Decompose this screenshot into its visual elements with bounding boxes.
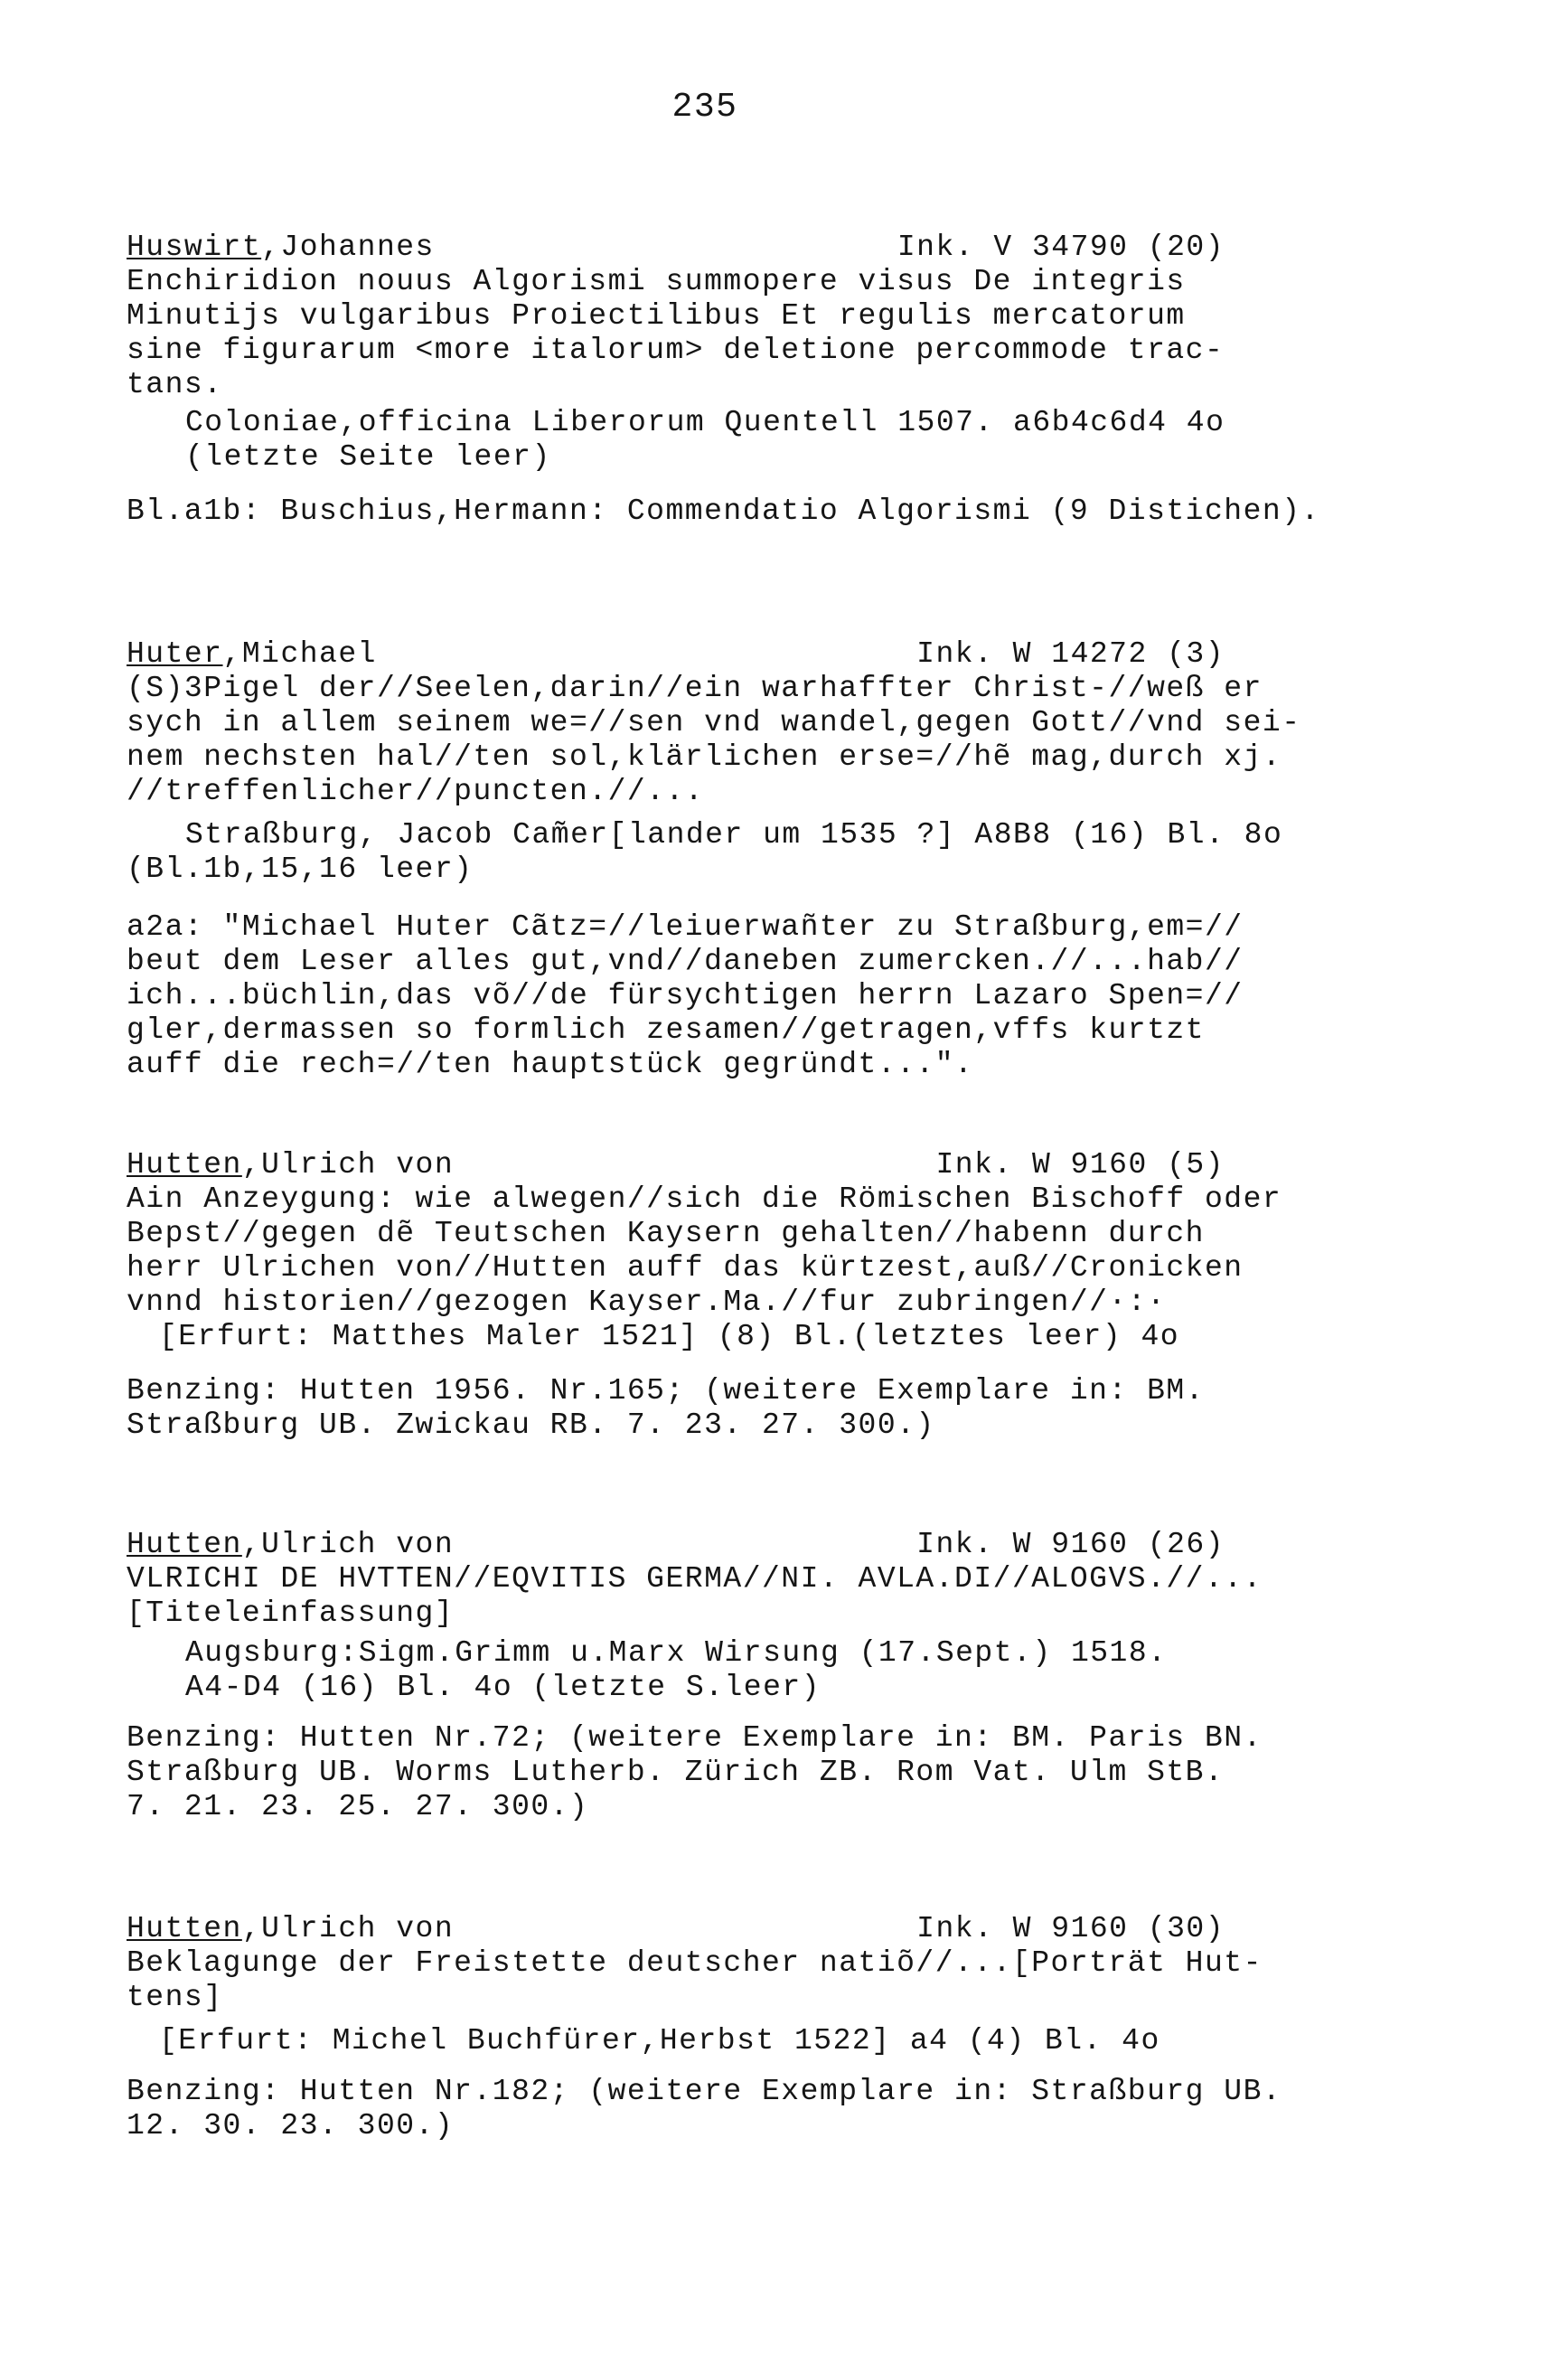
title-line: sych in allem seinem we=//sen vnd wandel,gegen Gott//vnd sei-	[127, 706, 1301, 739]
benzing-line: Straßburg UB. Zwickau RB. 7. 23. 27. 300.)	[127, 1408, 935, 1442]
author-name: Hutten	[127, 1912, 242, 1945]
content-note: Bl.a1b: Buschius,Hermann: Commendatio Algorismi (9 Distichen).	[127, 494, 1320, 528]
author-forename: ,Ulrich von	[241, 1148, 455, 1182]
quote-line: auff die rech=//ten hauptstück gegründt...".	[127, 1048, 974, 1081]
author-forename: ,Michael	[222, 637, 377, 671]
entry-heading	[127, 231, 1225, 265]
author-forename: ,Ulrich von	[241, 1528, 455, 1561]
collation-note: (Bl.1b,15,16 leer)	[127, 852, 474, 886]
quote-line: gler,dermassen so formlich zesamen//getragen,vffs kurtzt	[127, 1013, 1205, 1047]
imprint-line: [Erfurt: Matthes Maler 1521] (8) Bl.(letztes leer) 4o	[159, 1320, 1180, 1353]
title-line: Minutijs vulgaribus Proiectilibus Et regulis mercatorum	[127, 299, 1186, 333]
quote-line: ich...büchlin,das võ//de fürsychtigen herrn Lazaro Spen=//	[127, 979, 1244, 1012]
imprint-line: Straßburg, Jacob Cam̃er[lander um 1535 ?] A8B8 (16) Bl. 8o	[185, 818, 1283, 852]
quote-line: beut dem Leser alles gut,vnd//daneben zumercken.//...hab//	[127, 945, 1244, 978]
title-line: tans.	[127, 368, 223, 401]
catalog-entry	[127, 231, 1329, 529]
catalog-entry	[127, 1148, 1329, 1443]
collation-note: (letzte Seite leer)	[185, 440, 551, 474]
title-line: Beklagunge der Freistette deutscher natiõ//...[Porträt Hut-	[127, 1946, 1263, 1980]
title-line: nem nechsten hal//ten sol,klärlichen erse=//hẽ mag,durch xj.	[127, 740, 1282, 774]
entry-heading	[127, 1148, 1225, 1182]
title-line: [Titeleinfassung]	[127, 1596, 455, 1630]
title-line: Bepst//gegen dẽ Teutschen Kaysern gehalten//habenn durch	[127, 1217, 1205, 1250]
entry-heading	[127, 1912, 1225, 1946]
title-line: Enchiridion nouus Algorismi summopere visus De integris	[127, 265, 1186, 298]
shelfmark: Ink. V 34790 (20)	[897, 231, 1225, 264]
benzing-line: Benzing: Hutten Nr.182; (weitere Exemplare in: Straßburg UB.	[127, 2075, 1282, 2108]
collation-line: A4-D4 (16) Bl. 4o (letzte S.leer)	[185, 1671, 822, 1704]
title-line: sine figurarum <more italorum> deletione percommode trac-	[127, 334, 1225, 367]
entry-heading	[127, 637, 1225, 672]
imprint-line: [Erfurt: Michel Buchfürer,Herbst 1522] a4 (4) Bl. 4o	[159, 2024, 1160, 2058]
entry-heading	[127, 1528, 1225, 1562]
catalog-entry	[127, 1528, 1329, 1824]
title-line: (S)3Pigel der//Seelen,darin//ein warhaffter Christ-//weß er	[127, 672, 1263, 705]
author-name: Hutten	[127, 1528, 242, 1561]
catalog-entry	[127, 1912, 1329, 2143]
catalog-entry	[127, 637, 1329, 1082]
title-line: VLRICHI DE HVTTEN//EQVITIS GERMA//NI. AVLA.DI//ALOGVS.//...	[127, 1562, 1263, 1596]
author-name: Huswirt	[127, 231, 262, 264]
author-name: Huter	[127, 637, 223, 671]
title-line: vnnd historien//gezogen Kayser.Ma.//fur zubringen//·:·	[127, 1286, 1167, 1319]
page-number: 235	[671, 88, 738, 127]
benzing-line: Benzing: Hutten Nr.72; (weitere Exemplare in: BM. Paris BN.	[127, 1721, 1263, 1755]
author-name: Hutten	[127, 1148, 242, 1182]
quote-line: a2a: "Michael Huter Cãtz=//leiuerwañter zu Straßburg,em=//	[127, 910, 1244, 944]
title-line: herr Ulrichen von//Hutten auff das kürtzest,auß//Cronicken	[127, 1251, 1244, 1285]
benzing-line: Straßburg UB. Worms Lutherb. Zürich ZB. Rom Vat. Ulm StB.	[127, 1756, 1225, 1789]
imprint-line: Augsburg:Sigm.Grimm u.Marx Wirsung (17.Sept.) 1518.	[185, 1636, 1168, 1670]
shelfmark: Ink. W 9160 (30)	[916, 1912, 1225, 1945]
shelfmark: Ink. W 9160 (5)	[935, 1148, 1225, 1182]
imprint-line: Coloniae,officina Liberorum Quentell 1507. a6b4c6d4 4o	[185, 406, 1225, 439]
benzing-line: Benzing: Hutten 1956. Nr.165; (weitere Exemplare in: BM.	[127, 1374, 1205, 1408]
shelfmark: Ink. W 9160 (26)	[916, 1528, 1225, 1561]
benzing-line: 12. 30. 23. 300.)	[127, 2109, 455, 2143]
shelfmark: Ink. W 14272 (3)	[916, 637, 1225, 671]
author-forename: ,Johannes	[261, 231, 435, 264]
title-line: Ain Anzeygung: wie alwegen//sich die Römischen Bischoff oder	[127, 1182, 1282, 1216]
author-forename: ,Ulrich von	[241, 1912, 455, 1945]
title-line: tens]	[127, 1981, 223, 2014]
title-line: //treffenlicher//puncten.//...	[127, 775, 705, 808]
benzing-line: 7. 21. 23. 25. 27. 300.)	[127, 1790, 589, 1823]
